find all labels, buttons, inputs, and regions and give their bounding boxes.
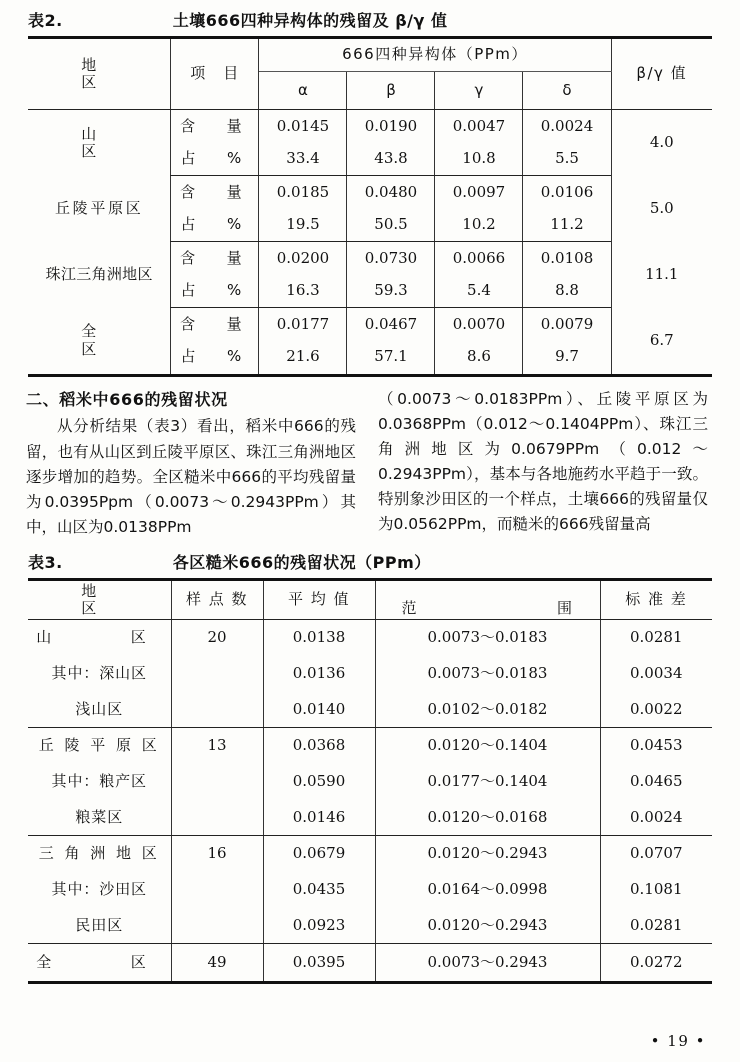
table3-row3-region: 丘 陵 平 原 区 <box>38 736 160 755</box>
table2-row1-item-content: 含 量 <box>171 176 259 209</box>
table2-row1-item-percent: 占 % <box>171 209 259 242</box>
table3-row4-range: 0.0177～0.1404 <box>375 763 600 799</box>
table2-row2-percent-delta: 8.8 <box>523 275 611 308</box>
table3-header <box>28 579 712 619</box>
table2-row0-percent-gamma: 10.8 <box>435 143 523 176</box>
table2-row2-item-content: 含 量 <box>171 242 259 275</box>
table2-row0-content-beta: 0.0190 <box>347 110 435 143</box>
table3-row5-mean: 0.0146 <box>263 799 375 835</box>
table2-row0-region: 山 区 <box>81 124 190 160</box>
table3-row2-stdev: 0.0022 <box>600 691 712 727</box>
table-row <box>28 619 712 655</box>
section-heading: 二、稻米中666的残留状况 <box>26 389 228 409</box>
table3-row1-samples <box>171 655 263 691</box>
table2-header-delta: δ <box>523 72 611 110</box>
table3-row8-range: 0.0120～0.2943 <box>375 907 600 943</box>
table3-row4-mean: 0.0590 <box>263 763 375 799</box>
table2-row3-content-beta: 0.0467 <box>347 308 435 341</box>
table3-row9-region: 全 区 <box>36 953 163 972</box>
table2-row0-percent-delta: 5.5 <box>523 143 611 176</box>
table3-row4-samples <box>171 763 263 799</box>
table3-row4-stdev: 0.0465 <box>600 763 712 799</box>
table3-row5-stdev: 0.0024 <box>600 799 712 835</box>
table-row <box>28 691 712 727</box>
table3-row1-stdev: 0.0034 <box>600 655 712 691</box>
table2-row2-percent-gamma: 5.4 <box>435 275 523 308</box>
table-row <box>28 907 712 943</box>
table-row <box>28 110 712 143</box>
table2-row3-content-alpha: 0.0177 <box>259 308 347 341</box>
table2-row2-content-gamma: 0.0066 <box>435 242 523 275</box>
table3-row5-samples <box>171 799 263 835</box>
table2-row2-content-delta: 0.0108 <box>540 248 594 267</box>
table3-row8-samples <box>171 907 263 943</box>
table2-row3-item-percent: 占 % <box>171 341 259 374</box>
table2-header-item: 项 目 <box>171 38 259 110</box>
table2-title: 土壤666四种异构体的残留及 β/γ 值 <box>172 11 448 30</box>
table3-title: 各区糙米666的残留状况（PPm） <box>172 552 431 572</box>
table-row <box>28 727 712 763</box>
table2-row1-region: 丘陵平原区 <box>54 198 144 217</box>
table2-row3-ratio: 6.7 <box>611 308 712 374</box>
table2-header-beta: β <box>347 72 435 110</box>
table3-bottom-rule <box>28 981 712 984</box>
table3-row6-stdev: 0.0707 <box>600 835 712 871</box>
table2-row3-percent-alpha: 21.6 <box>259 341 347 374</box>
table2-row0-content-gamma: 0.0047 <box>435 110 523 143</box>
table2-row3-region: 全 区 <box>81 322 190 358</box>
table3 <box>28 578 712 982</box>
table3-row6-mean: 0.0679 <box>263 835 375 871</box>
table2-row1-content-beta: 0.0480 <box>347 176 435 209</box>
table-row <box>28 308 712 341</box>
body-paragraph-left: 从分析结果（表3）看出，稻米中666的残留，也有从山区到丘陵平原区、珠江三角洲地区逐步增加的趋势。全区糙米中666的平均残留量为0.0395Ppm（0.0073～0.2943PPm）其中，山区为0.0138PPm <box>26 417 356 536</box>
table3-row7-region: 其中：沙田区 <box>51 879 147 898</box>
table2-header-alpha: α <box>259 72 347 110</box>
table2-row2-content-beta: 0.0730 <box>347 242 435 275</box>
table3-row9-mean: 0.0395 <box>263 943 375 981</box>
table3-row7-samples <box>171 871 263 907</box>
body-paragraph-right: （0.0073～0.0183PPm）、丘陵平原区为0.0368PPm（0.012～0.1404PPm）、珠江三角洲地区为0.0679PPm（0.012～0.2943PPm），基本与各地施药水平趋于一致。特别象沙田区的一个样点，土壤666的残留量仅为0.0562PPm，而糙米的666残留量高 <box>378 389 708 534</box>
table-row <box>28 943 712 981</box>
table3-row0-samples: 20 <box>171 619 263 655</box>
table3-header-range-right: 围 <box>556 598 574 617</box>
table2-row0-ratio: 4.0 <box>611 110 712 176</box>
table2-header-region: 地 区 <box>28 38 171 110</box>
table3-header-mean: 平 均 值 <box>263 579 375 619</box>
table2-label: 表2. <box>28 11 63 30</box>
table3-row3-samples: 13 <box>171 727 263 763</box>
table2-row2-percent-alpha: 16.3 <box>259 275 347 308</box>
table2-row3-content-gamma: 0.0070 <box>435 308 523 341</box>
table2-row1-content-alpha: 0.0185 <box>259 176 347 209</box>
table3-row1-range: 0.0073～0.0183 <box>375 655 600 691</box>
table-row <box>28 242 712 275</box>
table2-header-ratio: β/γ 值 <box>611 38 712 110</box>
table2-header-group: 666四种异构体（PPm） <box>259 38 611 72</box>
table3-row0-region: 山 区 <box>36 628 163 647</box>
table2-header <box>28 38 712 110</box>
table3-row1-region: 其中：深山区 <box>51 663 147 682</box>
table-row <box>28 799 712 835</box>
table3-row9-range: 0.0073～0.2943 <box>375 943 600 981</box>
table3-row3-mean: 0.0368 <box>263 727 375 763</box>
table2-row0-item-content: 含 量 <box>171 110 259 143</box>
body-text-block <box>0 377 740 544</box>
table3-row8-region: 民田区 <box>28 907 171 943</box>
table3-row5-region: 粮菜区 <box>28 799 171 835</box>
table3-row9-samples: 49 <box>171 943 263 981</box>
table3-row7-range: 0.0164～0.0998 <box>375 871 600 907</box>
table3-row6-samples: 16 <box>171 835 263 871</box>
table2-row0-percent-alpha: 33.4 <box>259 143 347 176</box>
table-row <box>28 763 712 799</box>
table3-row2-mean: 0.0140 <box>263 691 375 727</box>
table3-row0-range: 0.0073～0.0183 <box>375 619 600 655</box>
table3-row5-range: 0.0120～0.0168 <box>375 799 600 835</box>
body-column-left <box>26 387 356 540</box>
table2-body <box>28 110 712 374</box>
table-row <box>28 835 712 871</box>
table2 <box>28 36 712 374</box>
table2-row3-percent-gamma: 8.6 <box>435 341 523 374</box>
table2-row1-content-delta: 0.0106 <box>540 182 594 201</box>
table3-row2-range: 0.0102～0.0182 <box>375 691 600 727</box>
table3-row4-region: 其中：粮产区 <box>51 771 147 790</box>
table3-row0-stdev: 0.0281 <box>600 619 712 655</box>
table2-row1-percent-gamma: 10.2 <box>435 209 523 242</box>
table2-row2-item-percent: 占 % <box>171 275 259 308</box>
table-row <box>28 176 712 209</box>
table3-header-range <box>375 579 600 619</box>
table3-row7-mean: 0.0435 <box>263 871 375 907</box>
table2-row0-content-delta: 0.0024 <box>540 116 594 135</box>
page-number: • 19 • <box>650 1032 706 1050</box>
table3-row6-region: 三 角 洲 地 区 <box>38 844 160 863</box>
table2-row3-percent-delta: 9.7 <box>555 347 579 366</box>
table3-row3-stdev: 0.0453 <box>600 727 712 763</box>
table2-row2-percent-beta: 59.3 <box>347 275 435 308</box>
table2-caption <box>0 0 740 31</box>
table2-row3-content-delta: 0.0079 <box>540 314 594 333</box>
table3-row2-samples <box>171 691 263 727</box>
table3-row3-range: 0.0120～0.1404 <box>375 727 600 763</box>
table2-row1-percent-alpha: 19.5 <box>259 209 347 242</box>
table2-row2-content-alpha: 0.0200 <box>259 242 347 275</box>
table2-row2-region: 珠江三角洲地区 <box>45 264 153 283</box>
table3-header-samples: 样 点 数 <box>171 579 263 619</box>
table3-row7-stdev: 0.1081 <box>600 871 712 907</box>
table3-row8-stdev: 0.0281 <box>600 907 712 943</box>
table2-header-gamma: γ <box>435 72 523 110</box>
table3-row1-mean: 0.0136 <box>263 655 375 691</box>
table3-body <box>28 619 712 981</box>
table2-row2-ratio: 11.1 <box>611 242 712 308</box>
table2-row1-percent-delta: 11.2 <box>523 209 611 242</box>
table3-row6-range: 0.0120～0.2943 <box>375 835 600 871</box>
table2-row1-content-gamma: 0.0097 <box>435 176 523 209</box>
table2-row1-percent-beta: 50.5 <box>347 209 435 242</box>
table2-row0-content-alpha: 0.0145 <box>259 110 347 143</box>
table3-label: 表3. <box>28 552 63 572</box>
table3-header-range-left: 范 <box>401 598 419 617</box>
table2-row3-percent-beta: 57.1 <box>347 341 435 374</box>
table2-row3-item-content: 含 量 <box>171 308 259 341</box>
table2-row0-percent-beta: 43.8 <box>347 143 435 176</box>
table2-row1-ratio: 5.0 <box>611 176 712 242</box>
table-row <box>28 871 712 907</box>
table-row <box>28 655 712 691</box>
table3-caption <box>0 544 740 573</box>
table2-row0-item-percent: 占 % <box>171 143 259 176</box>
table3-header-stdev: 标 准 差 <box>600 579 712 619</box>
table3-header-region: 地 区 <box>28 579 171 619</box>
table3-row9-stdev: 0.0272 <box>600 943 712 981</box>
table3-row8-mean: 0.0923 <box>263 907 375 943</box>
table3-row0-mean: 0.0138 <box>263 619 375 655</box>
table3-row2-region: 浅山区 <box>28 691 171 727</box>
body-column-right <box>378 387 708 540</box>
